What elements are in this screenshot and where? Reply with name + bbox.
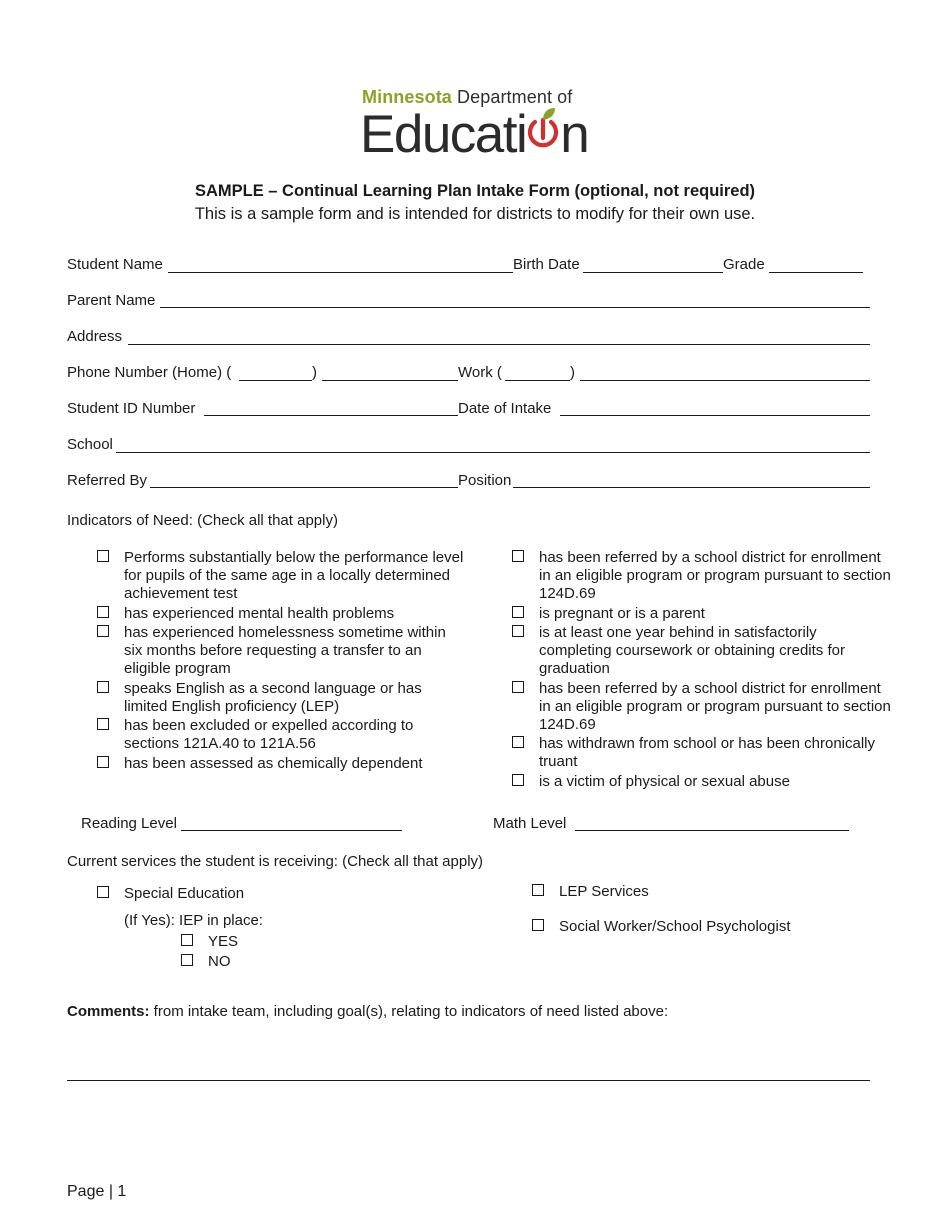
indicator-text: has been referred by a school district for enrollment in an eligible program or program pursuant to section 124D.69 <box>539 549 891 602</box>
service-item <box>532 918 862 936</box>
services-left-list <box>97 885 397 905</box>
logo-word-end: n <box>560 105 589 164</box>
work-area-line[interactable] <box>505 380 570 381</box>
indicator-item <box>97 755 467 773</box>
checkbox[interactable] <box>181 954 193 966</box>
iep-yes-item <box>181 933 301 951</box>
address-label: Address <box>67 328 123 345</box>
checkbox[interactable] <box>512 774 524 786</box>
checkbox[interactable] <box>512 681 524 693</box>
indicator-item <box>512 605 892 623</box>
logo-word-start: Educati <box>360 105 527 164</box>
school-label: School <box>67 436 113 453</box>
checkbox[interactable] <box>532 884 544 896</box>
comments-rest: from intake team, including goal(s), relating to indicators of need listed above: <box>149 1003 669 1020</box>
checkbox[interactable] <box>97 625 109 637</box>
math-level-line[interactable] <box>575 830 849 831</box>
comments-label <box>67 1003 668 1020</box>
indicator-item <box>512 773 892 791</box>
indicator-item <box>512 735 892 771</box>
student-id-line[interactable] <box>204 415 458 416</box>
math-level-label: Math Level <box>493 815 567 832</box>
checkbox[interactable] <box>97 681 109 693</box>
indicator-item <box>512 680 892 734</box>
school-line[interactable] <box>116 452 870 453</box>
indicator-text: has experienced homelessness sometime within six months before requesting a transfer to an eligible program <box>124 624 446 677</box>
iep-no-text: NO <box>208 952 231 970</box>
logo-brand-text: Minnesota <box>362 87 452 107</box>
checkbox[interactable] <box>512 736 524 748</box>
indicator-text: has been referred by a school district for enrollment in an eligible program or program pursuant to section 124D.69 <box>539 679 891 733</box>
phone-home-number-line[interactable] <box>322 380 458 381</box>
iep-no-item <box>181 953 301 971</box>
indicator-item <box>97 717 467 753</box>
comments-bold: Comments: <box>67 1003 150 1020</box>
form-title: SAMPLE – Continual Learning Plan Intake Form (optional, not required) <box>194 182 756 200</box>
indicator-text: has experienced mental health problems <box>124 604 395 622</box>
indicator-item <box>512 624 892 678</box>
services-label: Current services the student is receiving: (Check all that apply) <box>67 853 484 870</box>
indicators-left-list <box>97 549 467 774</box>
checkbox[interactable] <box>97 886 109 898</box>
indicators-right-list <box>512 549 892 792</box>
checkbox[interactable] <box>97 606 109 618</box>
work-number-line[interactable] <box>580 380 870 381</box>
indicator-item <box>97 624 467 678</box>
indicator-text: Performs substantially below the performance level for pupils of the same age in a locally determined achievement test <box>124 549 464 602</box>
checkbox[interactable] <box>512 625 524 637</box>
indicator-text: has been assessed as chemically dependent <box>124 754 423 772</box>
student-id-label: Student ID Number <box>67 400 196 417</box>
checkbox[interactable] <box>97 718 109 730</box>
comments-line[interactable] <box>67 1080 870 1081</box>
indicator-text: is pregnant or is a parent <box>539 604 705 622</box>
position-line[interactable] <box>513 487 870 488</box>
indicator-text: is a victim of physical or sexual abuse <box>539 772 790 790</box>
address-line[interactable] <box>128 344 870 345</box>
indicator-item <box>97 549 467 603</box>
phone-home-paren: ) <box>312 364 317 381</box>
phone-home-area-line[interactable] <box>239 380 312 381</box>
phone-home-label: Phone Number (Home) ( <box>67 364 232 381</box>
grade-label: Grade <box>723 256 765 273</box>
referred-by-label: Referred By <box>67 472 148 489</box>
iep-yes-text: YES <box>208 933 239 950</box>
checkbox[interactable] <box>512 550 524 562</box>
indicator-item <box>512 549 892 603</box>
power-leaf-icon <box>526 112 560 152</box>
checkbox[interactable] <box>97 550 109 562</box>
date-of-intake-line[interactable] <box>560 415 870 416</box>
student-name-line[interactable] <box>168 272 513 273</box>
service-item <box>97 885 397 903</box>
referred-by-line[interactable] <box>150 487 458 488</box>
work-phone-label: Work ( <box>458 364 502 381</box>
lep-services-text: LEP Services <box>559 883 649 900</box>
special-education-text: Special Education <box>124 885 245 902</box>
service-item <box>532 883 862 901</box>
indicator-text: is at least one year behind in satisfactorily completing coursework or obtaining credits for graduation <box>539 624 845 677</box>
student-name-label: Student Name <box>67 256 163 273</box>
iep-question: (If Yes): IEP in place: <box>124 912 263 929</box>
services-right-list <box>532 883 862 938</box>
indicator-text: speaks English as a second language or has limited English proficiency (LEP) <box>124 679 422 715</box>
checkbox[interactable] <box>512 606 524 618</box>
reading-level-line[interactable] <box>181 830 402 831</box>
indicator-text: has been excluded or expelled according to sections 121A.40 to 121A.56 <box>124 717 414 752</box>
checkbox[interactable] <box>97 756 109 768</box>
logo-department-text: Department of <box>457 87 573 107</box>
position-label: Position <box>458 472 512 489</box>
reading-level-label: Reading Level <box>81 815 177 832</box>
logo-education-word <box>360 105 589 164</box>
checkbox[interactable] <box>532 919 544 931</box>
birth-date-label: Birth Date <box>513 256 580 273</box>
work-phone-paren: ) <box>570 364 575 381</box>
iep-options <box>181 933 301 972</box>
indicators-label: Indicators of Need: (Check all that apply) <box>67 512 338 529</box>
date-of-intake-label: Date of Intake <box>458 400 552 417</box>
grade-line[interactable] <box>769 272 863 273</box>
checkbox[interactable] <box>181 934 193 946</box>
indicator-item <box>97 680 467 716</box>
page-number: Page | 1 <box>67 1183 127 1200</box>
form-subtitle: This is a sample form and is intended for districts to modify for their own use. <box>194 205 756 223</box>
social-worker-text: Social Worker/School Psychologist <box>559 918 791 935</box>
parent-name-label: Parent Name <box>67 292 156 309</box>
parent-name-line[interactable] <box>160 307 870 308</box>
birth-date-line[interactable] <box>583 272 723 273</box>
indicator-text: has withdrawn from school or has been chronically truant <box>539 735 875 770</box>
indicator-item <box>97 605 467 623</box>
mde-logo <box>360 86 600 166</box>
